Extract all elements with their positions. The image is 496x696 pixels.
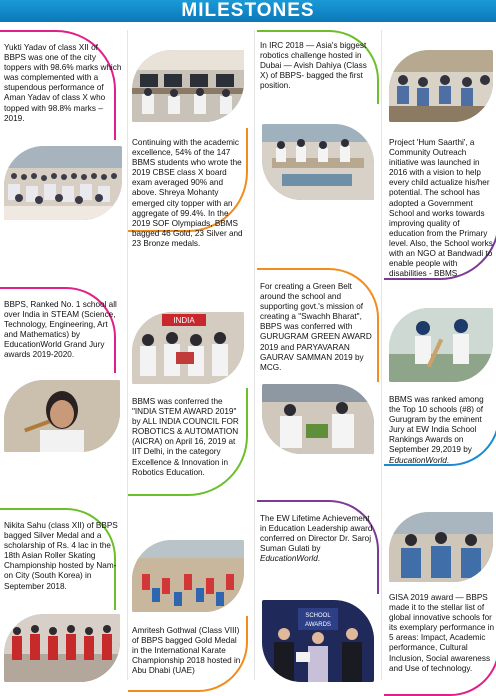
milestone-text: BBMS was conferred the "INDIA STEM AWARD 2019" by ALL INDIA COUNCIL FOR ROBOTICS & AUTOMATION (AICRA) on April 16, 2019 at IIT Delhi, in the category Excellence & Innovation in Robotics Education. xyxy=(132,397,239,477)
photo-karate-sports xyxy=(132,540,244,612)
milestone-text-part: . xyxy=(446,455,450,465)
milestone-text-part: The EW Lifetime Achievement in Education Leadership award conferred on Director Dr. Saroj Suman Gulati by xyxy=(260,514,373,554)
banner xyxy=(0,0,496,24)
milestone-text-part: . xyxy=(317,554,321,564)
milestone-text: Yukti Yadav of class XII of BBPS was one of the city toppers with 98.6% marks which was complemented with a stupendous performance of Aman Yadav of class X who topped with 98.8% marks – 2019. xyxy=(4,43,122,123)
milestone-text: For creating a Green Belt around the school and supporting govt.'s mission of creating a "Swachh Bharat", BBPS was conferred with GURUGRAM GREEN AWARD 2019 and PARYAVARAN GAURAV SAMMAN 2019 by MCG. xyxy=(260,282,372,372)
photo-stem-award-students xyxy=(132,312,244,384)
photo-gisa-students xyxy=(389,512,493,582)
photo-sign-text: AWARDS xyxy=(305,622,331,628)
milestone-text: GISA 2019 award — BBPS made it to the stellar list of global innovative schools for its exemplary performance in 5 areas: Impact, Academic performance, Cultural Inclusion, Social awareness and Use of technology. xyxy=(389,593,495,673)
milestone-text: Amritesh Gothwal (Class VIII) of BBPS bagged Gold Medal in the International Karate Championship 2018 hosted in Abu Dhabi (UAE) xyxy=(132,626,241,676)
milestone-text: Project 'Hum Saarthi', a Community Outreach initiative was launched in 2016 with a vision to help every child actualize his/her potential. The school has adopted a Government School and works towards improving quality of education from the Primary level. Also, the School works with an NGO at Bandwadi to enable people with disabilities - BBMS xyxy=(389,138,493,279)
photo-ew-award-ceremony xyxy=(262,600,374,682)
page-title: MILESTONES xyxy=(181,0,315,21)
publication-name: EducationWorld xyxy=(389,455,447,465)
milestone-text: Nikita Sahu (class XII) of BBPS bagged Silver Medal and a scholarship of Rs. 4 lac in the 18th Asian Roller Skating Championship hosted by Nam-on City (South Korea) in September 2018. xyxy=(4,521,118,591)
milestone-text-part: BBMS was ranked among the Top 10 schools (#8) of Gurugram by the eminent Jury at EW India School Rankings Awards on September 29,2019 by xyxy=(389,395,484,455)
photo-sign-text: SCHOOL xyxy=(305,613,331,619)
milestone-text: In IRC 2018 — Asia's biggest robotics challenge hosted in Dubai — Avish Dahiya (Class X) of BBPS- bagged the first position. xyxy=(260,41,367,91)
photo-robotics-students xyxy=(262,124,374,200)
milestone-text xyxy=(389,395,495,466)
milestone-text: Continuing with the academic excellence, 54% of the 147 BBMS students who wrote the 2019 CBSE class X board exam averaged 90% and above. Shreya Mohanty emerged city topper with an aggregate of 99.4%. In the 2019 SOF Olympiads, BBMS bagged 46 Gold, 23 Silver and 23 Bronze medals. xyxy=(132,138,243,248)
milestone-text xyxy=(260,514,376,564)
photo-computer-lab xyxy=(132,50,244,122)
column-divider xyxy=(381,30,382,680)
milestone-text: BBPS, Ranked No. 1 school all over India in STEAM (Science, Technology, Engineering, Art and Mathematics) by EducationWorld Grand Jury awards 2019-2020. xyxy=(4,300,117,360)
photo-student-portrait xyxy=(4,380,120,452)
photo-sign-text: INDIA xyxy=(173,316,195,325)
column-divider xyxy=(254,30,255,680)
photo-assembly-crowd xyxy=(4,146,122,220)
photo-green-award xyxy=(262,384,374,454)
photo-cricket-players xyxy=(389,308,493,382)
photo-outreach-classroom xyxy=(389,50,493,122)
publication-name: EducationWorld xyxy=(260,554,318,564)
photo-skating-team xyxy=(4,614,120,682)
